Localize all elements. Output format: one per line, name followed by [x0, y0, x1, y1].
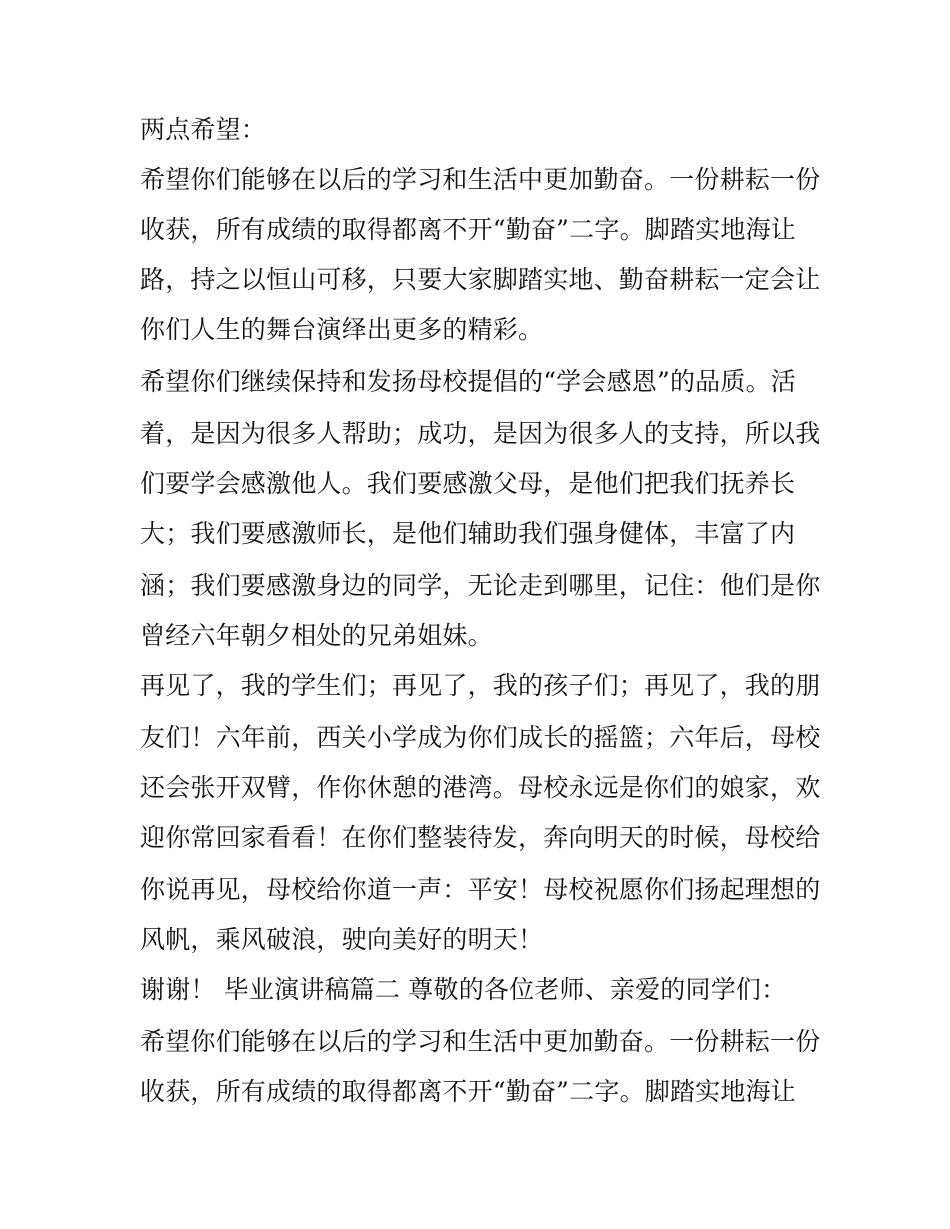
- text-line: 曾经六年朝夕相处的兄弟姐妹。: [140, 621, 493, 650]
- text-line: 们要学会感激他人。我们要感激父母，是他们把我们抚养长: [140, 469, 796, 498]
- text-line: 收获，所有成绩的取得都离不开“勤奋”二字。脚踏实地海让: [140, 1077, 796, 1106]
- text-line: 你说再见，母校给你道一声：平安！母校祝愿你们扬起理想的: [140, 875, 821, 904]
- text-line: 希望你们能够在以后的学习和生活中更加勤奋。一份耕耘一份: [140, 165, 821, 194]
- text-line: 友们！六年前，西关小学成为你们成长的摇篮；六年后，母校: [140, 723, 821, 752]
- text-line: 路，持之以恒山可移，只要大家脚踏实地、勤奋耕耘一定会让: [140, 265, 821, 294]
- text-line: 希望你们能够在以后的学习和生活中更加勤奋。一份耕耘一份: [140, 1027, 821, 1056]
- text-line: 涵；我们要感激身边的同学，无论走到哪里，记住：他们是你: [140, 571, 821, 600]
- text-line: 你们人生的舞台演绎出更多的精彩。: [140, 315, 544, 344]
- text-line: 还会张开双臂，作你休憩的港湾。母校永远是你们的娘家，欢: [140, 773, 821, 802]
- text-line: 谢谢！ 毕业演讲稿篇二 尊敬的各位老师、亲爱的同学们：: [140, 975, 787, 1004]
- text-line: 着，是因为很多人帮助；成功，是因为很多人的支持，所以我: [140, 419, 821, 448]
- text-line: 风帆，乘风破浪，驶向美好的明天！: [140, 925, 544, 954]
- text-line: 大；我们要感激师长，是他们辅助我们强身健体，丰富了内: [140, 519, 796, 548]
- text-line: 希望你们继续保持和发扬母校提倡的“学会感恩”的品质。活: [140, 367, 796, 396]
- text-line: 收获，所有成绩的取得都离不开“勤奋”二字。脚踏实地海让: [140, 215, 796, 244]
- text-line: 两点希望：: [140, 115, 267, 144]
- text-line: 再见了，我的学生们；再见了，我的孩子们；再见了，我的朋: [140, 671, 821, 700]
- text-line: 迎你常回家看看！在你们整装待发，奔向明天的时候，母校给: [140, 823, 821, 852]
